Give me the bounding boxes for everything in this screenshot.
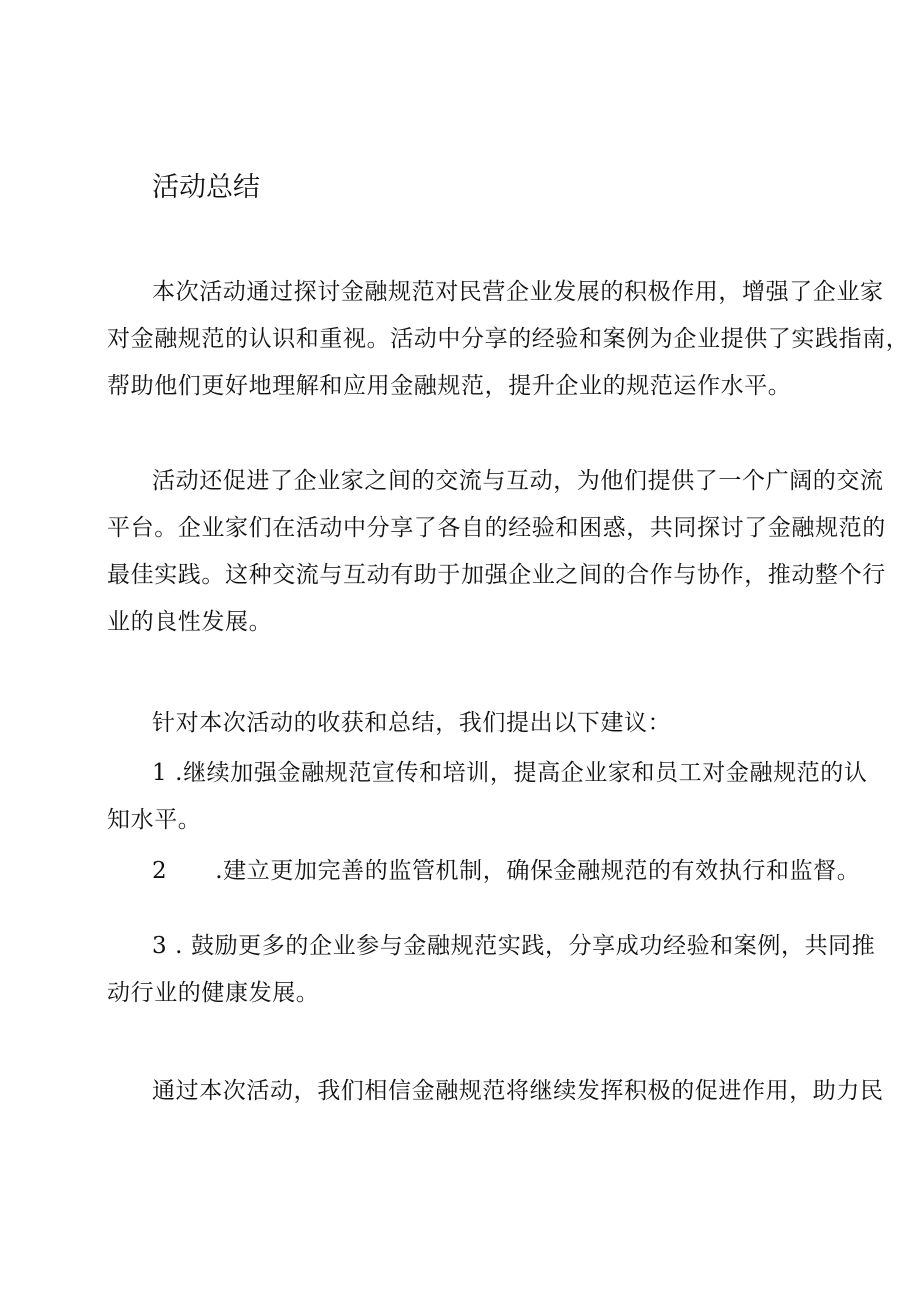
summary-paragraph-2 xyxy=(107,458,886,646)
paragraph-line: 本次活动通过探讨金融规范对民营企业发展的积极作用，增强了企业家 xyxy=(152,279,884,305)
suggestion-item-2 xyxy=(107,848,861,895)
suggestion-item-3 xyxy=(107,923,876,1017)
suggestion-text: . 鼓励更多的企业参与金融规范实践，分享成功经验和案例，共同推 xyxy=(175,933,876,959)
list-number: 2 xyxy=(152,858,168,884)
suggestions-intro xyxy=(107,700,827,747)
page-title: 活动总结 xyxy=(152,172,260,203)
suggestion-text: .建立更加完善的监管机制，确保金融规范的有效执行和监督。 xyxy=(215,858,861,884)
paragraph-line: 通过本次活动，我们相信金融规范将继续发挥积极的促进作用，助力民 xyxy=(152,1078,884,1104)
closing-paragraph xyxy=(107,1068,884,1115)
list-number: 1 xyxy=(152,760,168,786)
paragraph-line: 最佳实践。这种交流与互动有助于加强企业之间的合作与协作，推动整个行 xyxy=(107,562,886,588)
paragraph-line: 对金融规范的认识和重视。活动中分享的经验和案例为企业提供了实践指南， xyxy=(107,326,910,352)
suggestion-text: 知水平。 xyxy=(107,807,202,833)
paragraph-line: 帮助他们更好地理解和应用金融规范，提升企业的规范运作水平。 xyxy=(107,373,792,399)
suggestion-text: .继续加强金融规范宣传和培训，提高企业家和员工对金融规范的认 xyxy=(175,760,868,786)
paragraph-line: 业的良性发展。 xyxy=(107,609,273,635)
paragraph-line: 平台。企业家们在活动中分享了各自的经验和困惑，共同探讨了金融规范的 xyxy=(107,515,886,541)
list-number: 3 xyxy=(152,933,168,959)
suggestion-text: 动行业的健康发展。 xyxy=(107,980,320,1006)
summary-paragraph-1 xyxy=(107,269,910,410)
paragraph-line: 针对本次活动的收获和总结，我们提出以下建议： xyxy=(152,710,672,736)
suggestion-item-1 xyxy=(107,750,868,844)
paragraph-line: 活动还促进了企业家之间的交流与互动，为他们提供了一个广阔的交流 xyxy=(152,468,884,494)
